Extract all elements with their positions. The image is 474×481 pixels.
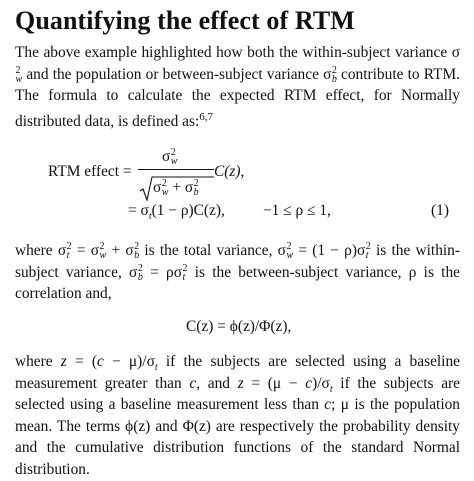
equation-cz: C(z), (214, 163, 245, 180)
paragraph-z-definition: where $z = (c - \mu)/\sigma_t$ if the subjects are selected using a baseline measurement greater than c, and $z = (\mu - c)/\sigma_t$ if the subjects are selected using a baseline measurement less than c; μ is the population mean. The terms ϕ(z) and Φ(z) are respectively the probability density and the cumulative distribution functions of the standard Normal distribution. (15, 353, 460, 478)
text: contribute to RTM. The formula to calculate the expected RTM effect, for Normally distributed data, is defined as: (15, 65, 460, 130)
citation: 6,7 (199, 110, 213, 123)
text: and the population or between-subject variance (22, 65, 324, 83)
equation-lhs: RTM effect = (48, 163, 132, 180)
fraction-numerator: σ 2 w (162, 147, 178, 168)
paragraph-definitions: where σ 2 t = σ 2 w + σ 2 b is the total variance, σ 2 w = (1 − ρ)σ 2 t is the within-subject variance, σ 2 b = ρσ 2 t is the between-subject variance, ρ is the correlation and, (15, 241, 460, 303)
equation-range: −1 ≤ ρ ≤ 1, (263, 202, 331, 219)
symbol: σ (451, 44, 460, 61)
equation-cz-definition: C(z) = ϕ(z)/Φ(z), (186, 318, 292, 335)
equation-number: (1) (431, 202, 449, 219)
section-heading: Quantifying the effect of RTM (15, 6, 355, 35)
symbol: σ (323, 65, 332, 83)
equation-line2: = $\sigma_t(1 - \rho)C(z)$, (128, 202, 225, 223)
equation-fraction (138, 148, 214, 200)
superscript-subscript: 2 b (331, 65, 337, 86)
paragraph-intro (15, 42, 460, 132)
superscript-subscript: 2 w (15, 65, 23, 86)
text: The above example highlighted how both the within-subject variance (15, 44, 452, 61)
fraction-denominator: σ 2 w + σ 2 b (153, 178, 199, 199)
fraction-bar (138, 169, 214, 170)
square-root (138, 176, 214, 202)
